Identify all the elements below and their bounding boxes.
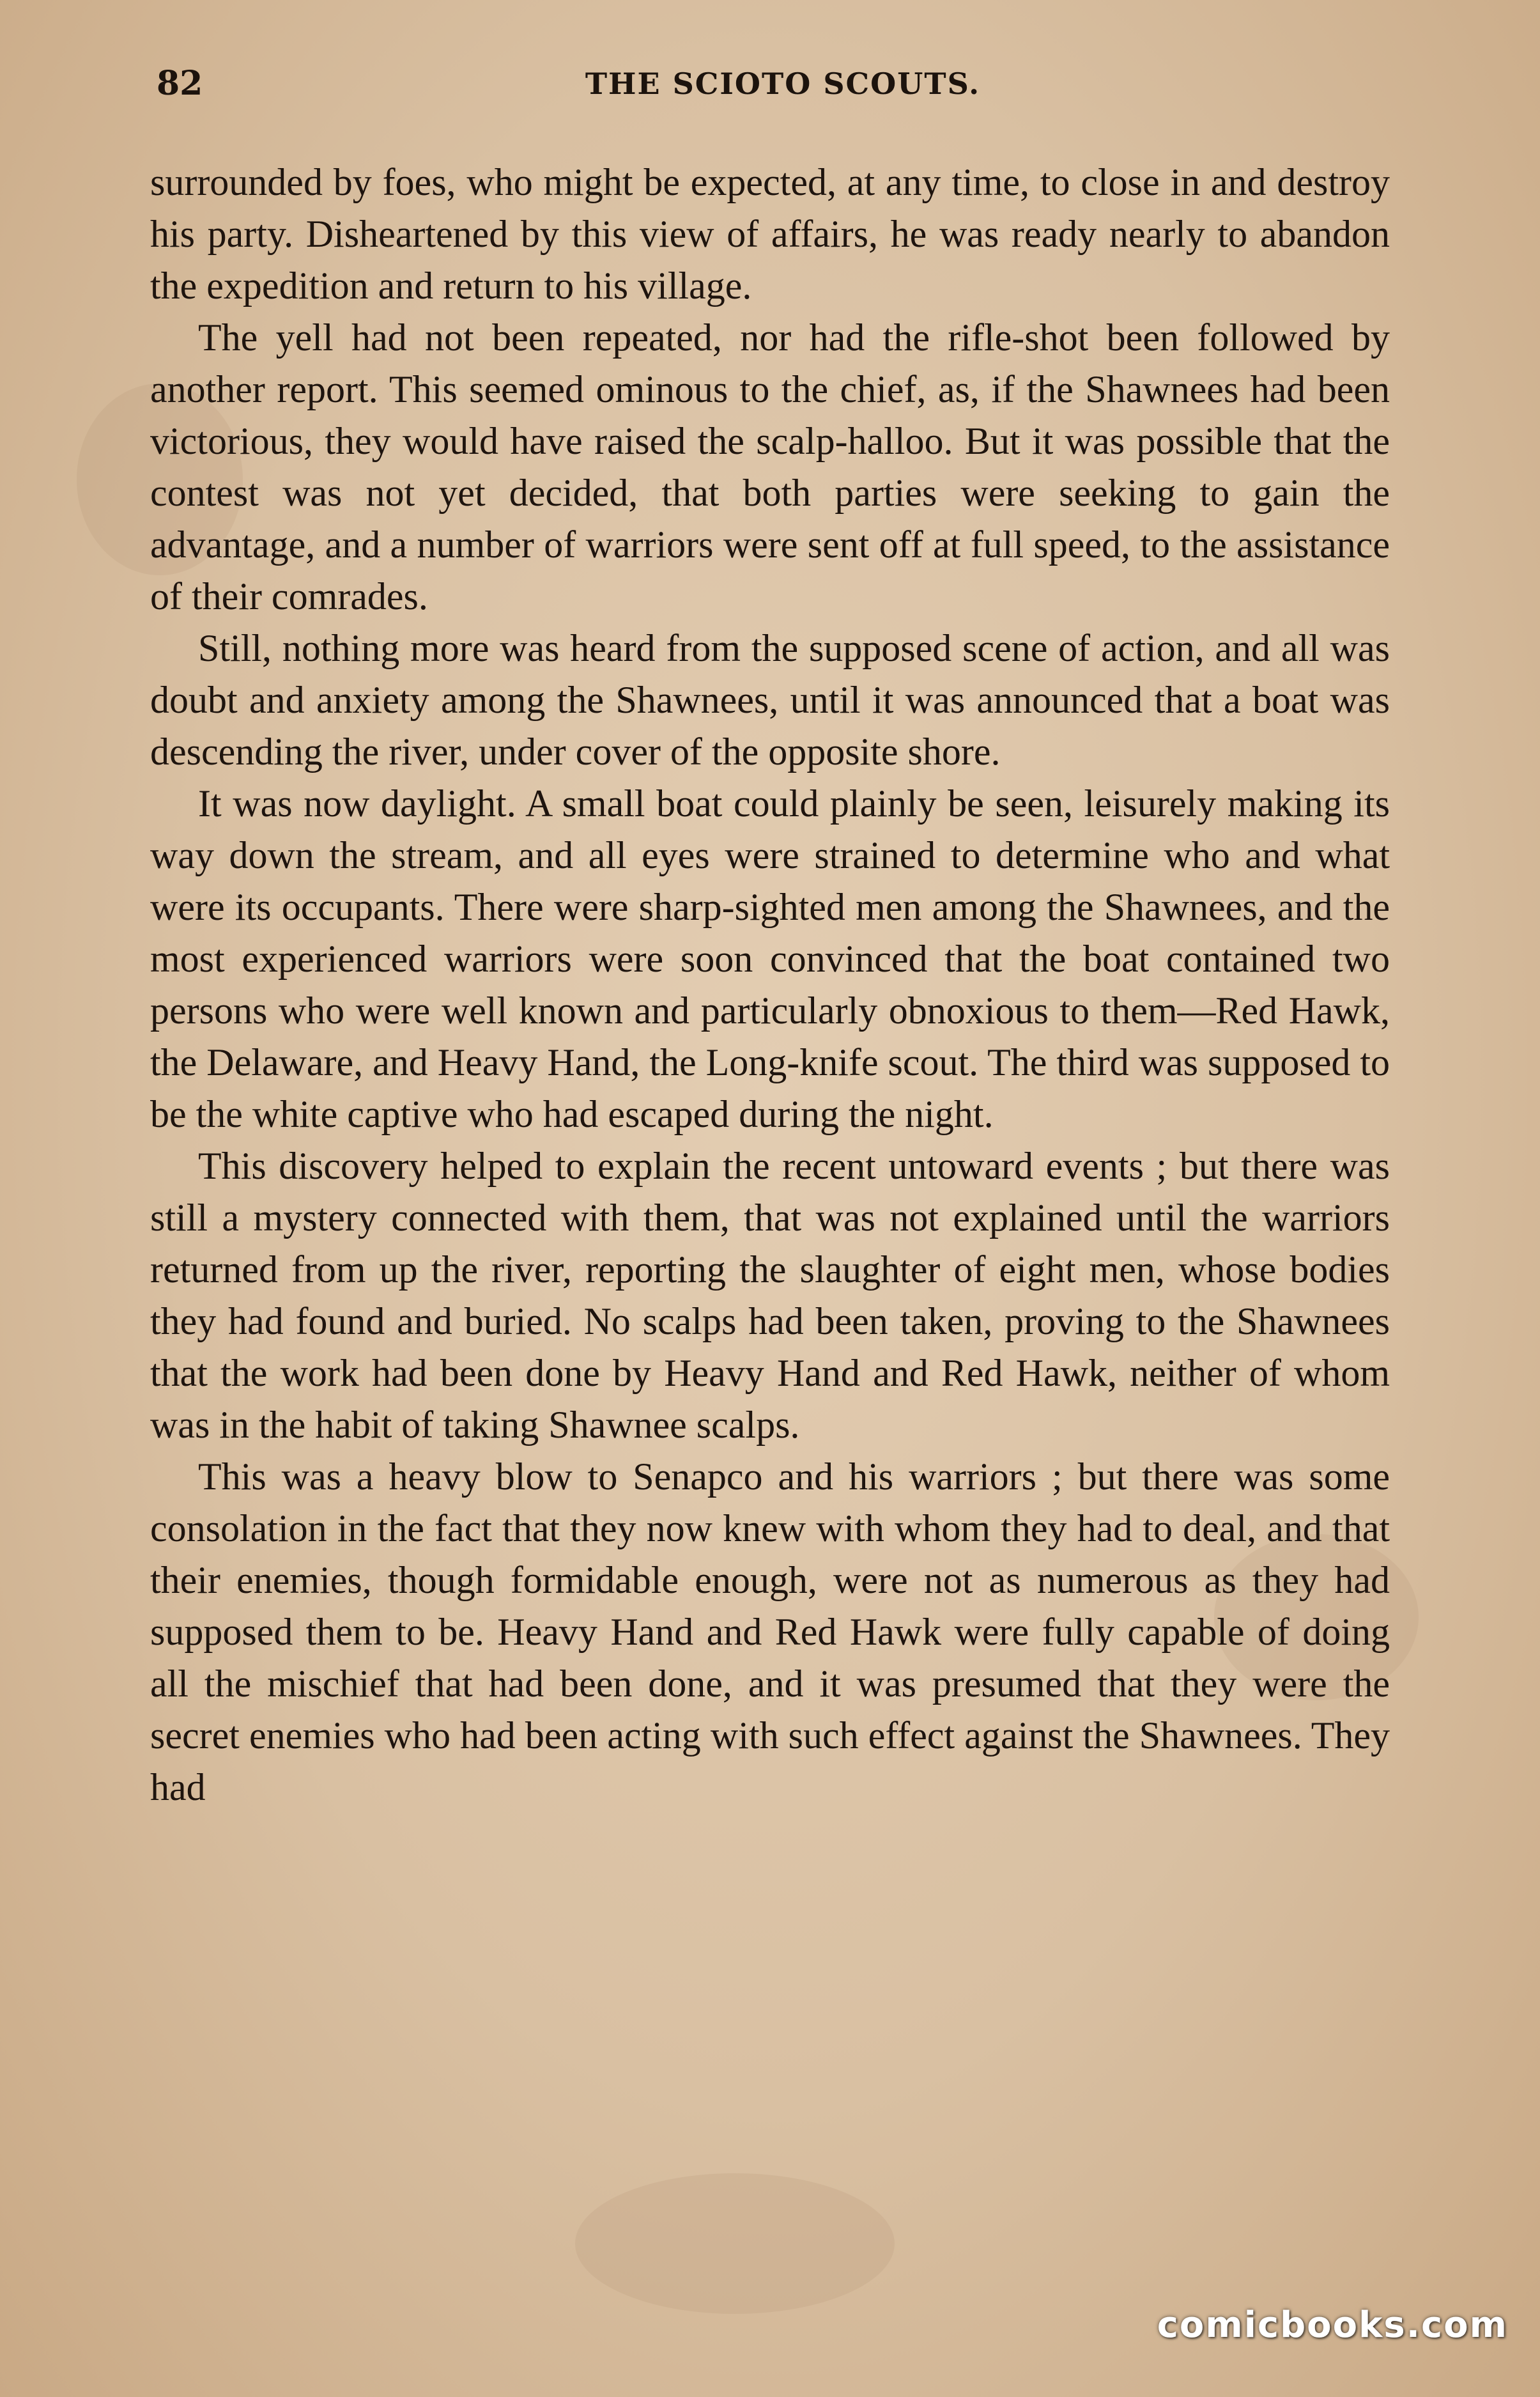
page-number: 82 [157,64,203,103]
paragraph: This was a heavy blow to Senapco and his warriors ; but there was some consolation in the fact that they now knew with whom they had to deal, and that their enemies, though formidable enough, were not as numerous as they had supposed them to be. Heavy Hand and Red Hawk were fully capable of doing all the mischief that had been done, and it was presumed that they were the secret enemies who had been acting with such effect against the Shawnees. They had [150,1455,1390,1808]
running-title: THE SCIOTO SCOUTS. [585,66,981,101]
running-head [157,64,1409,109]
paragraph: This discovery helped to explain the recent untoward events ; but there was still a mystery connected with them, that was not explained until the warriors returned from up the river, reporting the slaughter of eight men, whose bodies they had found and buried. No scalps had been taken, proving to the Shawnees that the work had been done by Heavy Hand and Red Hawk, neither of whom was in the habit of taking Shawnee scalps. [150,1145,1390,1446]
paper-stain [575,2173,895,2314]
paragraph: surrounded by foes, who might be expected, at any time, to close in and destroy his party. Disheartened by this view of affairs, he was ready nearly to abandon the expedition and return to his village. [150,161,1390,307]
watermark: comicbooks.com [1157,2304,1508,2346]
paragraph: The yell had not been repeated, nor had the rifle-shot been followed by another report. This seemed ominous to the chief, as, if the Shawnees had been victorious, they would have raised the scalp-halloo. But it was possible that the contest was not yet decided, that both parties were seeking to gain the advantage, and a number of warriors were sent off at full speed, to the assistance of their comrades. [150,316,1390,617]
paragraph: It was now daylight. A small boat could plainly be seen, leisurely making its way down the stream, and all eyes were strained to determine who and what were its occupants. There were sharp-sighted men among the Shawnees, and the most experienced warriors were soon convinced that the boat contained two persons who were well known and particularly obnoxious to them—Red Hawk, the Delaware, and Heavy Hand, the Long-knife scout. The third was supposed to be the white captive who had escaped during the night. [150,782,1390,1135]
paragraph: Still, nothing more was heard from the supposed scene of action, and all was doubt and anxiety among the Shawnees, until it was announced that a boat was descending the river, under cover of the opposite shore. [150,627,1390,773]
body-text [150,157,1390,1813]
